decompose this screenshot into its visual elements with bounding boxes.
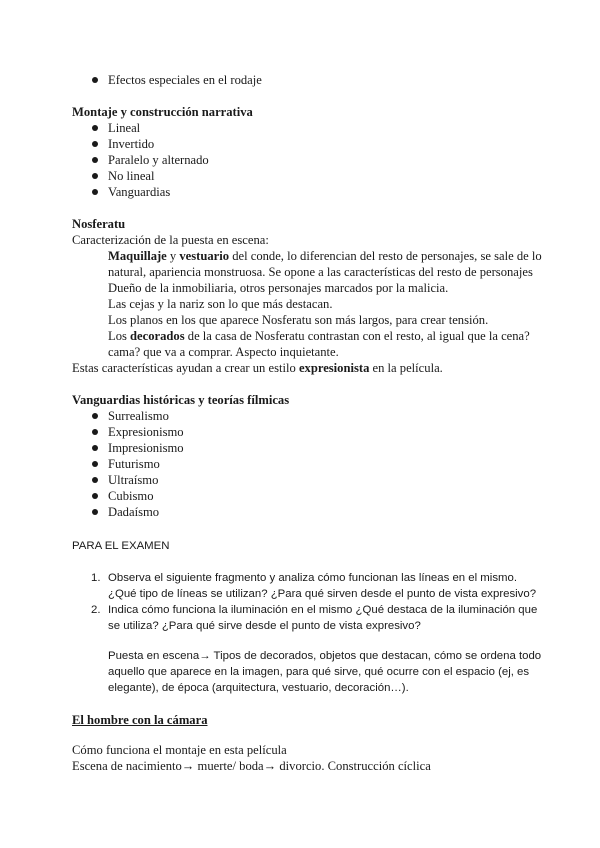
bullet-icon <box>92 509 98 515</box>
list-number: 1. <box>91 572 101 584</box>
paragraph-line: cama? que va a comprar. Aspecto inquietante. <box>108 345 339 359</box>
bullet-icon <box>92 429 98 435</box>
bold-term: vestuario <box>179 249 230 263</box>
underlined-title: El hombre con la cámara <box>72 713 208 727</box>
bullet-icon <box>92 477 98 483</box>
list-item: Ultraísmo <box>108 473 159 487</box>
bullet-icon <box>92 77 98 83</box>
bullet-icon <box>92 413 98 419</box>
text-span: del conde, lo diferencian del resto de personajes, se sale de lo <box>229 249 542 263</box>
paragraph-maquillaje <box>108 248 542 264</box>
note-line: aquello que aparece en la imagen, para qué sirve, qué ocurre con el espacio (ej, es <box>108 666 530 678</box>
section-heading-hombre <box>72 712 208 728</box>
section-heading-nosferatu: Nosferatu <box>72 217 126 231</box>
bold-term: decorados <box>130 329 185 343</box>
bullet-icon <box>92 141 98 147</box>
bold-term: expresionista <box>298 361 370 375</box>
section-heading-examen: PARA EL EXAMEN <box>72 540 170 552</box>
text-span: de la casa de Nosferatu contrastan con el resto, al igual que la cena? <box>184 329 530 343</box>
paragraph-line: Las cejas y la nariz son lo que más destacan. <box>108 297 333 311</box>
bullet-icon <box>92 173 98 179</box>
section-heading-vanguardias: Vanguardias históricas y teorías fílmicas <box>72 393 290 407</box>
question-line: Indica cómo funciona la iluminación en el mismo ¿Qué destaca de la iluminación que <box>108 604 538 616</box>
list-item: Cubismo <box>108 489 154 503</box>
list-item: Dadaísmo <box>108 505 160 519</box>
question-line: ¿Qué tipo de líneas se utilizan? ¿Para qué sirven desde el punto de vista expresivo? <box>108 588 537 600</box>
list-item: Paralelo y alternado <box>108 153 209 167</box>
list-item: Surrealismo <box>108 409 169 423</box>
text-span: Estas características ayudan a crear un estilo <box>72 361 299 375</box>
note-line: elegante), de época (arquitectura, vestuario, decoración…). <box>108 682 409 694</box>
text-span: y <box>166 249 180 263</box>
section-heading-montaje: Montaje y construcción narrativa <box>72 105 253 119</box>
list-item: Impresionismo <box>108 441 184 455</box>
paragraph-line: Dueño de la inmobiliaria, otros personajes marcados por la malicia. <box>108 281 449 295</box>
paragraph-line: natural, apariencia monstruosa. Se opone a las características del resto de personajes <box>108 265 533 279</box>
question-line: Observa el siguiente fragmento y analiza cómo funcionan las líneas en el mismo. <box>108 572 518 584</box>
bullet-icon <box>92 157 98 163</box>
bold-term: Maquillaje <box>108 249 167 263</box>
list-number: 2. <box>91 604 101 616</box>
text-span: Los <box>108 329 131 343</box>
text-span: en la película. <box>369 361 443 375</box>
paragraph-line: Cómo funciona el montaje en esta película <box>72 743 287 757</box>
bullet-icon <box>92 493 98 499</box>
bullet-icon <box>92 189 98 195</box>
list-item: Vanguardias <box>108 185 171 199</box>
paragraph-line: Escena de nacimiento→ muerte/ boda→ divorcio. Construcción cíclica <box>72 759 431 773</box>
list-item: Lineal <box>108 121 141 135</box>
paragraph-closing <box>72 360 443 376</box>
list-item: Expresionismo <box>108 425 184 439</box>
bullet-icon <box>92 125 98 131</box>
question-line: se utiliza? ¿Para qué sirve desde el punto de vista expresivo? <box>108 620 421 632</box>
note-line: Puesta en escena→ Tipos de decorados, objetos que destacan, cómo se ordena todo <box>108 650 542 662</box>
list-item: Invertido <box>108 137 155 151</box>
bullet-icon <box>92 445 98 451</box>
paragraph-intro: Caracterización de la puesta en escena: <box>72 233 269 247</box>
paragraph-decorados <box>108 328 530 344</box>
list-item: No lineal <box>108 169 155 183</box>
paragraph-line: Los planos en los que aparece Nosferatu son más largos, para crear tensión. <box>108 313 489 327</box>
list-item: Futurismo <box>108 457 160 471</box>
list-item: Efectos especiales en el rodaje <box>108 73 262 87</box>
bullet-icon <box>92 461 98 467</box>
